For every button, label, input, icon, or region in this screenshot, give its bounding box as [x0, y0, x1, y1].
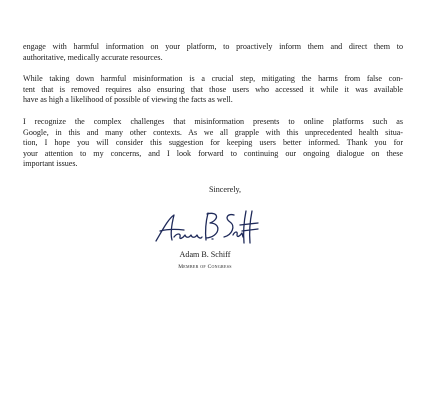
paragraph-line: tion, I hope you will consider this suggestion for keeping users better informed. Thank you for: [23, 138, 403, 148]
paragraph-line: tent that is removed requires also ensuring that those users who accessed it while it was available: [23, 84, 403, 94]
paragraph-line: authoritative, medically accurate resources.: [23, 52, 163, 62]
paragraph-line: important issues.: [23, 159, 78, 169]
letter-paragraph-1: [23, 42, 403, 63]
paragraph-line: While taking down harmful misinformation is a crucial step, mitigating the harms from false con-: [23, 74, 403, 83]
paragraph-line: Google, in this and many other contexts. As we all grapple with this unprecedented health situa-: [23, 127, 403, 137]
signer-title: Member of Congress: [178, 264, 232, 270]
paragraph-line: I recognize the complex challenges that misinformation presents to online platforms such as: [23, 117, 403, 126]
letter-paragraph-2: [23, 74, 403, 106]
signature-image: [150, 207, 260, 247]
paragraph-line: engage with harmful information on your platform, to proactively inform them and direct them to: [23, 42, 403, 51]
paragraph-line: have as high a likelihood of possible of viewing the facts as well.: [23, 95, 233, 105]
paragraph-line: your attention to my concerns, and I look forward to continuing our ongoing dialogue on these: [23, 148, 403, 158]
closing-salutation: Sincerely,: [208, 185, 242, 194]
letter-paragraph-3: [23, 117, 403, 170]
signer-name: Adam B. Schiff: [179, 250, 231, 259]
